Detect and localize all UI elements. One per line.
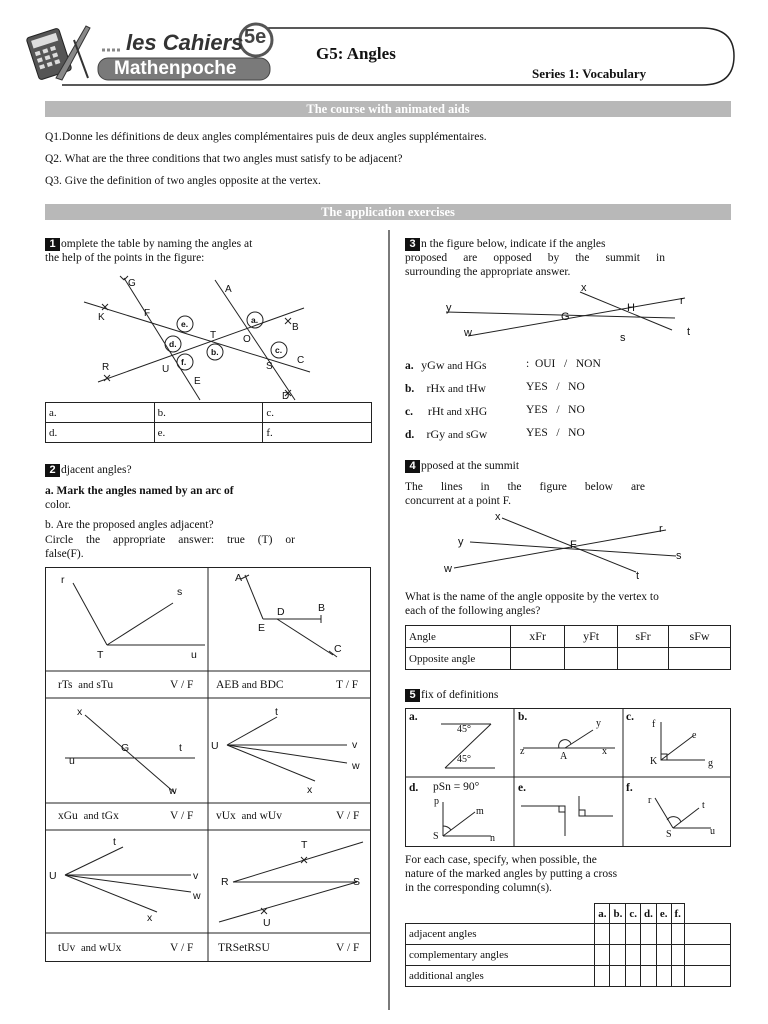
ex5-check-cell[interactable] <box>656 966 671 987</box>
ex5-d-label: S <box>433 831 439 842</box>
ex2-line-b2: Circle the appropriate answer: true (T) or <box>45 534 295 546</box>
ex4-label: w <box>444 563 452 575</box>
ex1-cell-c[interactable]: c. <box>263 403 372 423</box>
ex5-check-cell[interactable] <box>595 924 610 945</box>
ex5-cell-letter: c. <box>626 711 634 723</box>
ex2-c4-label: x <box>307 784 313 796</box>
ex5-check-cell[interactable] <box>626 945 641 966</box>
ex5-check-cell[interactable] <box>656 924 671 945</box>
ex4-answer-cell[interactable] <box>565 648 618 670</box>
ex5-col-header: b. <box>610 904 626 924</box>
ex3-row-answer[interactable]: YES / NO <box>526 404 585 416</box>
ex2-c6-label: R <box>221 876 229 888</box>
ex5-check-cell[interactable] <box>640 945 656 966</box>
ex4-row-label: Opposite angle <box>406 648 511 670</box>
ex3-label: G <box>561 311 570 323</box>
ex2-c6-answer[interactable]: V / F <box>336 942 360 954</box>
ex2-c3-label: t <box>179 742 182 754</box>
ex4-question-line1: What is the name of the angle opposite by the vertex to <box>405 591 659 603</box>
ex1-angle-mark: d. <box>169 339 177 349</box>
ex1-cell-f[interactable]: f. <box>263 423 372 443</box>
ex3-label: r <box>680 295 684 307</box>
ex5-a-label: 45° <box>457 754 471 765</box>
ex2-c3-and: and <box>83 811 99 822</box>
ex3-row-and: and <box>447 361 463 372</box>
ex5-check-cell[interactable] <box>671 945 684 966</box>
ex2-c1-label: s <box>177 586 183 598</box>
ex1-point-label: R <box>102 362 110 373</box>
ex1-point-label: E <box>194 376 201 387</box>
ex1-point-label: G <box>128 278 136 289</box>
ex5-b-label: x <box>602 746 607 757</box>
ex3-row <box>405 427 487 442</box>
ex4-text-line1: The lines in the figure below are <box>405 481 645 493</box>
ex3-label: s <box>620 332 626 344</box>
ex5-check-cell[interactable] <box>626 924 641 945</box>
ex1-cell-a[interactable]: a. <box>46 403 155 423</box>
ex4-answer-cell[interactable] <box>669 648 731 670</box>
ex5-c-label: g <box>708 758 713 769</box>
ex5-cell-letter: b. <box>518 711 528 723</box>
ex5-check-cell[interactable] <box>684 945 730 966</box>
ex2-c4-answer[interactable]: V / F <box>336 810 360 822</box>
ex2-intro <box>45 463 132 477</box>
ex1-point-label: B <box>292 322 299 333</box>
ex5-title: fix of definitions <box>421 689 499 701</box>
ex4-number: 4 <box>405 460 420 473</box>
ex2-c4-label: U <box>211 740 219 752</box>
ex5-cell-letter: a. <box>409 711 418 723</box>
ex2-c2-angle-b: BDC <box>259 679 284 691</box>
ex5-row-label: additional angles <box>406 966 595 987</box>
ex5-answer-table <box>405 903 731 987</box>
ex5-col-header: a. <box>595 904 610 924</box>
ex5-f-label: t <box>702 800 705 811</box>
ex4-header-cell: xFr <box>511 626 565 648</box>
ex4-title: pposed at the summit <box>421 460 520 472</box>
ex3-label: w <box>464 327 472 339</box>
ex5-row-label: complementary angles <box>406 945 595 966</box>
ex5-d-label: m <box>476 806 484 817</box>
ex2-grid <box>45 567 372 963</box>
ex2-c2-label: E <box>258 622 266 634</box>
ex3-row-angle-a: yGw <box>421 358 445 372</box>
ex2-c1-and: and <box>78 680 94 691</box>
ex4-answer-cell[interactable] <box>617 648 668 670</box>
ex5-d-label: p <box>434 796 439 807</box>
ex3-row-angle-b: sGw <box>466 429 488 441</box>
ex3-row-and: and <box>446 407 462 418</box>
ex2-c5-angle-b: wUx <box>99 942 122 954</box>
ex5-cell-letter: d. <box>409 782 419 794</box>
ex2-c1-label: r <box>61 574 65 586</box>
ex4-label: t <box>636 570 640 582</box>
ex5-check-cell[interactable] <box>671 924 684 945</box>
ex1-number: 1 <box>45 238 60 251</box>
column-divider <box>387 230 391 1010</box>
ex3-row-angle-b: tHw <box>466 383 486 395</box>
ex5-c-label: f <box>652 719 656 730</box>
ex1-angle-mark: b. <box>211 347 219 357</box>
ex1-answer-table <box>45 402 372 443</box>
ex5-instr-line2: nature of the marked angles by putting a cross <box>405 868 618 880</box>
ex1-point-label: K <box>98 312 105 323</box>
section-exercises-bar: The application exercises <box>45 204 731 220</box>
ex5-d-note: pSn = 90° <box>433 781 480 793</box>
ex3-row-answer[interactable]: YES / NO <box>526 427 585 439</box>
ex2-c1-angle-a: rTs <box>58 679 73 691</box>
ex4-label: s <box>676 550 682 562</box>
ex1-point-label: S <box>266 361 273 372</box>
ex4-text-line2: concurrent at a point F. <box>405 495 512 507</box>
ex4-label: F <box>570 539 577 551</box>
ex1-angle-mark: e. <box>181 319 189 329</box>
ex2-c2-label: C <box>334 643 342 655</box>
question-q3: Q3. Give the definition of two angles opposite at the vertex. <box>45 175 321 187</box>
ex3-label: H <box>627 302 635 314</box>
ex1-point-label: O <box>243 334 251 345</box>
ex2-c2-answer[interactable]: T / F <box>336 679 359 691</box>
ex2-c2-caption <box>216 679 284 691</box>
ex2-c2-label: A <box>235 572 243 584</box>
ex2-c3-label: u <box>69 755 75 767</box>
ex2-c3-label: G <box>121 742 130 754</box>
ex4-label: y <box>458 536 464 548</box>
ex2-c3-label: x <box>77 706 83 718</box>
ex1-cell-b[interactable]: b. <box>154 403 263 423</box>
ex3-row-angle-a: rHx <box>426 381 446 395</box>
ex3-row <box>405 381 486 396</box>
ex1-cell-e[interactable]: e. <box>154 423 263 443</box>
ex5-check-cell[interactable] <box>610 966 626 987</box>
ex2-c3-label: w <box>169 785 177 797</box>
ex5-col-header: e. <box>656 904 671 924</box>
page-title: G5: Angles <box>316 44 396 63</box>
ex2-c4-angle-a: vUx <box>216 810 236 822</box>
ex4-label: x <box>495 511 501 523</box>
ex4-table <box>405 625 731 670</box>
ex2-c6-label: T <box>301 839 308 851</box>
ex3-row <box>405 404 487 419</box>
ex3-text-line1: n the figure below, indicate if the angles <box>421 238 606 250</box>
ex5-b-label: y <box>596 718 601 729</box>
ex5-check-cell[interactable] <box>671 966 684 987</box>
ex5-c-label: e <box>692 730 697 741</box>
ex5-col-header: d. <box>640 904 656 924</box>
ex4-intro <box>405 459 519 473</box>
ex5-spacer-cell <box>684 904 730 924</box>
ex2-c6-label: U <box>263 917 271 929</box>
ex1-figure <box>80 272 320 404</box>
ex1-point-label: F <box>144 308 151 319</box>
ex3-text-line3: surrounding the appropriate answer. <box>405 266 571 278</box>
ex5-corner-cell <box>406 904 595 924</box>
ex5-check-cell[interactable] <box>684 924 730 945</box>
ex5-figure-grid <box>405 708 732 848</box>
question-q2: Q2. What are the three conditions that two angles must satisfy to be adjacent? <box>45 153 403 165</box>
ex3-figure <box>440 280 700 350</box>
ex1-angle-mark: a. <box>251 315 259 325</box>
ex3-row-answer[interactable]: : OUI / NON <box>526 358 601 370</box>
ex5-f-label: r <box>648 795 652 806</box>
ex2-line-b3: false(F). <box>45 548 84 560</box>
ex3-row-angle-a: rGy <box>426 427 446 441</box>
ex5-row-label: adjacent angles <box>406 924 595 945</box>
ex2-c1-angle-b: sTu <box>96 679 114 691</box>
ex3-row-and: and <box>448 430 464 441</box>
ex5-check-cell[interactable] <box>656 945 671 966</box>
ex2-c2-and: and <box>241 680 258 691</box>
ex3-row-answer[interactable]: YES / NO <box>526 381 585 393</box>
ex5-d-label: n <box>490 833 495 844</box>
ex4-header-cell: sFw <box>669 626 731 648</box>
ex2-c4-and: and <box>241 811 257 822</box>
question-q1: Q1.Donne les définitions de deux angles complémentaires puis de deux angles supplémentaires. <box>45 131 487 143</box>
ex2-c5-caption <box>58 942 121 954</box>
ex2-title: djacent angles? <box>61 464 132 476</box>
logo-bottom-text: Mathenpoche <box>114 58 237 79</box>
ex1-text-line2: the help of the points in the figure: <box>45 252 205 264</box>
ex3-row-angle-b: HGs <box>465 360 487 372</box>
ex2-c4-caption <box>216 810 282 822</box>
ex4-header-cell: yFt <box>565 626 618 648</box>
ex4-header-cell: Angle <box>406 626 511 648</box>
ex5-number: 5 <box>405 689 420 702</box>
ex2-c1-label: u <box>191 649 197 661</box>
ex1-angle-mark: f. <box>181 357 187 367</box>
ex3-row <box>405 358 487 373</box>
ex2-c1-label: T <box>97 649 104 661</box>
ex2-c6-caption: TRSetRSU <box>218 942 270 954</box>
ex5-instr-line1: For each case, specify, when possible, the <box>405 854 597 866</box>
ex5-b-label: A <box>560 751 568 762</box>
ex3-number: 3 <box>405 238 420 251</box>
ex1-cell-d[interactable]: d. <box>46 423 155 443</box>
ex4-question-line2: each of the following angles? <box>405 605 541 617</box>
ex4-figure <box>440 506 700 584</box>
ex1-point-label: T <box>210 330 217 341</box>
ex2-line-a2: color. <box>45 499 71 511</box>
ex2-c5-label: U <box>49 870 57 882</box>
ex5-check-cell[interactable] <box>640 924 656 945</box>
ex2-line-b1: b. Are the proposed angles adjacent? <box>45 519 214 531</box>
ex5-f-label: S <box>666 829 672 840</box>
ex3-row-letter: c. <box>405 406 413 418</box>
section-course-bar: The course with animated aids <box>45 101 731 117</box>
ex2-c6-label: S <box>353 876 361 888</box>
ex2-c3-answer[interactable]: V / F <box>170 810 194 822</box>
ex2-c5-label: x <box>147 912 153 924</box>
ex1-point-label: C <box>297 355 305 366</box>
ex5-check-cell[interactable] <box>640 966 656 987</box>
ex3-row-letter: b. <box>405 383 415 395</box>
ex3-row-angle-a: rHt <box>427 404 444 418</box>
ex5-col-header: c. <box>626 904 641 924</box>
ex5-f-label: u <box>710 826 715 837</box>
ex4-label: r <box>659 523 663 535</box>
ex3-label: x <box>581 282 587 294</box>
ex4-header-cell: sFr <box>617 626 668 648</box>
ex1-angle-mark: c. <box>275 345 283 355</box>
ex5-check-cell[interactable] <box>595 966 610 987</box>
ex2-c5-label: v <box>193 870 199 882</box>
ex5-instr-line3: in the corresponding column(s). <box>405 882 552 894</box>
ex1-point-label: A <box>225 284 232 295</box>
ex3-row-and: and <box>448 384 464 395</box>
ex2-c3-caption <box>58 810 119 822</box>
ex5-check-cell[interactable] <box>626 966 641 987</box>
ex5-check-cell[interactable] <box>595 945 610 966</box>
ex3-label: t <box>687 326 691 338</box>
logo-badge: 5e <box>244 26 267 48</box>
logo <box>26 20 276 84</box>
ex2-c4-label: w <box>352 760 360 772</box>
ex1-intro <box>45 237 252 251</box>
logo-top-text: les Cahiers <box>126 30 244 55</box>
ex2-c4-angle-b: wUv <box>259 810 282 822</box>
ex4-answer-cell[interactable] <box>511 648 565 670</box>
ex2-c5-label: w <box>193 890 201 902</box>
ex2-c3-angle-a: xGu <box>58 810 78 822</box>
ex1-point-label: D <box>282 391 290 402</box>
ex5-check-cell[interactable] <box>684 966 730 987</box>
ex2-number: 2 <box>45 464 60 477</box>
ex2-c1-answer[interactable]: V / F <box>170 679 194 691</box>
ex2-c4-label: t <box>275 706 278 718</box>
ex3-text-line2: proposed are opposed by the summit in <box>405 252 665 264</box>
ex3-intro <box>405 237 605 251</box>
ex2-c5-answer[interactable]: V / F <box>170 942 194 954</box>
ex5-intro <box>405 688 498 702</box>
ex2-c5-angle-a: tUv <box>58 942 76 954</box>
ex3-label: y <box>446 302 452 314</box>
ex3-row-letter: a. <box>405 360 414 372</box>
ex2-c5-and: and <box>81 943 97 954</box>
ex5-a-label: 45° <box>457 724 471 735</box>
ex5-col-header: f. <box>671 904 684 924</box>
ex2-c2-label: D <box>277 606 285 618</box>
ex2-c2-label: B <box>318 602 326 614</box>
ex3-row-angle-b: xHG <box>464 406 488 418</box>
ex1-point-label: U <box>162 364 170 375</box>
ex2-c5-label: t <box>113 836 116 848</box>
ex5-c-label: K <box>650 756 658 767</box>
ex2-c1-caption <box>58 679 113 691</box>
ex2-c3-angle-b: tGx <box>101 810 119 822</box>
ex2-c4-label: v <box>352 739 358 751</box>
ex3-row-letter: d. <box>405 429 415 441</box>
ex5-check-cell[interactable] <box>610 945 626 966</box>
ex2-c2-angle-a: AEB <box>216 679 239 691</box>
ex5-cell-letter: e. <box>518 782 526 794</box>
ex1-text-line1: omplete the table by naming the angles at <box>61 238 253 250</box>
ex5-b-label: z <box>520 746 525 757</box>
ex2-line-a: a. Mark the angles named by an arc of <box>45 485 234 497</box>
ex5-check-cell[interactable] <box>610 924 626 945</box>
ex5-cell-letter: f. <box>626 782 633 794</box>
series-title: Series 1: Vocabulary <box>532 66 647 81</box>
